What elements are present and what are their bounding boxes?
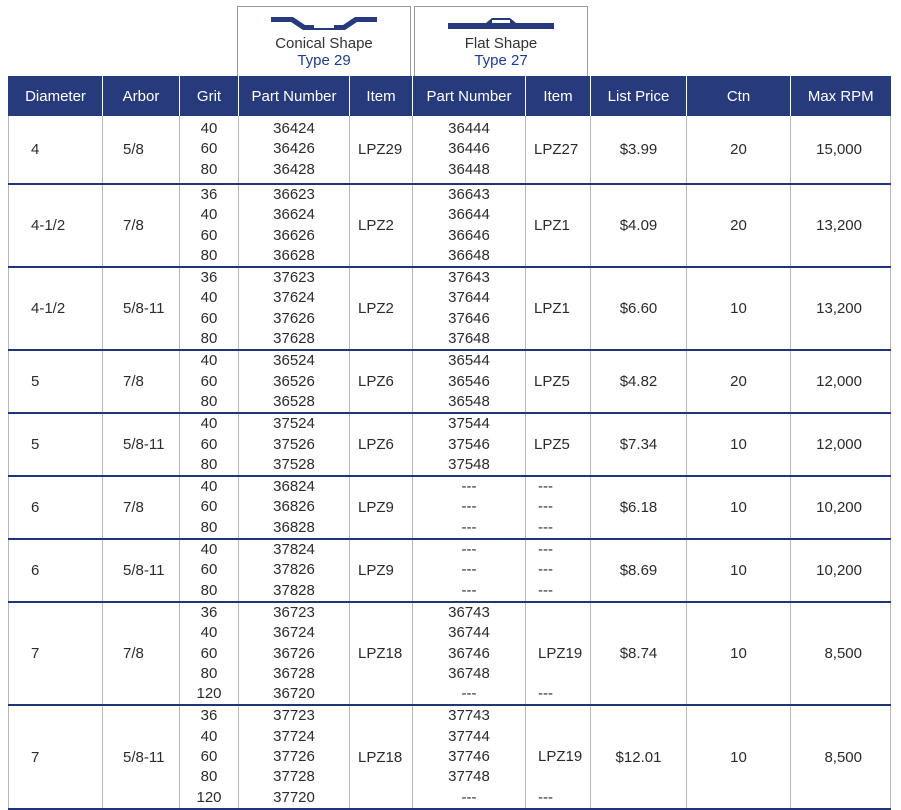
- price-table: [8, 76, 891, 810]
- grit-cell-line: 80: [200, 768, 218, 786]
- part-number-type27-cell-line: 36646: [448, 226, 490, 244]
- part-number-type29-cell-line: 37628: [273, 330, 315, 348]
- grit-cell-line: 60: [200, 372, 218, 390]
- flat-shape-type: Type 27: [474, 52, 528, 69]
- part-number-type27-cell-line: 36544: [448, 352, 490, 370]
- arbor-cell: 7/8: [103, 350, 180, 413]
- max-rpm-cell: 12,000: [791, 413, 891, 476]
- diameter-cell: 6: [9, 476, 103, 539]
- part-number-type29-cell-line: 37528: [273, 455, 315, 473]
- part-number-type29-cell-line: 37624: [273, 289, 315, 307]
- part-number-type27-cell-line: 36644: [448, 206, 490, 224]
- grit-cell: [180, 116, 239, 184]
- part-number-type29-cell-line: 37726: [273, 748, 315, 766]
- grit-cell-line: 80: [200, 581, 218, 599]
- list-price-cell: $6.60: [591, 267, 687, 350]
- part-number-type27-cell-line: 37748: [448, 768, 490, 786]
- part-number-type27-cell-line: 37644: [448, 289, 490, 307]
- col-header-arbor: Arbor: [103, 76, 180, 116]
- part-number-type29-cell-line: 36723: [273, 603, 315, 621]
- grit-cell: [180, 705, 239, 808]
- part-number-type29-cell-line: 36724: [273, 624, 315, 642]
- grit-cell-line: 40: [200, 352, 218, 370]
- flat-shape-header: [414, 6, 588, 76]
- part-number-type27-cell-line: 37548: [448, 455, 490, 473]
- col-header-list-price: List Price: [591, 76, 687, 116]
- part-number-type27-cell: [413, 350, 526, 413]
- part-number-type29-cell-line: 37524: [273, 415, 315, 433]
- table-row: [9, 184, 891, 267]
- list-price-cell: $7.34: [591, 413, 687, 476]
- col-header-part-number-type27: Part Number: [413, 76, 526, 116]
- part-number-type29-cell: [239, 350, 350, 413]
- part-number-type27-cell-line: 37546: [448, 435, 490, 453]
- part-number-type27-cell-line: ---: [461, 685, 477, 703]
- item-type27-cell-line: [538, 767, 590, 787]
- part-number-type29-cell-line: 37828: [273, 581, 315, 599]
- grit-cell-line: 60: [200, 498, 218, 516]
- part-number-type29-cell-line: 37720: [273, 788, 315, 806]
- grit-cell: [180, 350, 239, 413]
- grit-cell-line: 40: [200, 727, 218, 745]
- conical-shape-name: Conical Shape: [275, 35, 373, 52]
- part-number-type27-cell-line: 37544: [448, 415, 490, 433]
- item-type27-cell-line: LPZ19: [538, 748, 583, 766]
- grit-cell-line: 120: [196, 685, 222, 703]
- part-number-type27-cell-line: ---: [461, 541, 477, 559]
- grit-cell-line: 60: [200, 309, 218, 327]
- diameter-cell: 5: [9, 413, 103, 476]
- part-number-type27-cell: [413, 705, 526, 808]
- part-number-type29-cell-line: 37724: [273, 727, 315, 745]
- list-price-cell: $8.74: [591, 602, 687, 705]
- part-number-type27-cell-line: 36743: [448, 603, 490, 621]
- max-rpm-cell: 10,200: [791, 539, 891, 602]
- ctn-cell: 10: [687, 602, 791, 705]
- diameter-cell: 7: [9, 602, 103, 705]
- grit-cell-line: 36: [200, 269, 218, 287]
- part-number-type29-cell: [239, 476, 350, 539]
- part-number-type29-cell: [239, 184, 350, 267]
- col-header-diameter: Diameter: [9, 76, 103, 116]
- grit-cell-line: 60: [200, 435, 218, 453]
- part-number-type27-cell-line: ---: [461, 498, 477, 516]
- ctn-cell: 20: [687, 184, 791, 267]
- part-number-type27-cell: [413, 476, 526, 539]
- part-number-type29-cell-line: 36828: [273, 518, 315, 536]
- ctn-cell: 10: [687, 476, 791, 539]
- part-number-type29-cell-line: 36826: [273, 498, 315, 516]
- item-type29-cell: LPZ9: [350, 539, 413, 602]
- ctn-cell: 10: [687, 539, 791, 602]
- part-number-type27-cell-line: 36448: [448, 160, 490, 178]
- part-number-type27-cell-line: 36444: [448, 120, 490, 138]
- arbor-cell: 5/8-11: [103, 413, 180, 476]
- col-header-grit: Grit: [180, 76, 239, 116]
- item-type27-cell-line: LPZ19: [538, 644, 583, 662]
- ctn-cell: 20: [687, 350, 791, 413]
- part-number-type29-cell: [239, 602, 350, 705]
- part-number-type29-cell-line: 36524: [273, 352, 315, 370]
- grit-cell-line: 40: [200, 478, 218, 496]
- part-number-type29-cell-line: 37623: [273, 269, 315, 287]
- item-type27-cell-line: ---: [538, 541, 553, 559]
- part-number-type27-cell-line: 37648: [448, 330, 490, 348]
- part-number-type27-cell-line: ---: [461, 581, 477, 599]
- diameter-cell: 5: [9, 350, 103, 413]
- grit-cell-line: 36: [200, 707, 218, 725]
- flat-wheel-icon: [446, 13, 556, 31]
- table-row: [9, 116, 891, 184]
- max-rpm-cell: 8,500: [791, 705, 891, 808]
- item-type29-cell: LPZ2: [350, 267, 413, 350]
- item-type29-cell: LPZ2: [350, 184, 413, 267]
- max-rpm-cell: 13,200: [791, 184, 891, 267]
- part-number-type27-cell-line: 36546: [448, 372, 490, 390]
- col-header-item-type29: Item: [350, 76, 413, 116]
- part-number-type27-cell-line: ---: [461, 478, 477, 496]
- grit-cell: [180, 413, 239, 476]
- part-number-type29-cell-line: 37824: [273, 541, 315, 559]
- list-price-cell: $6.18: [591, 476, 687, 539]
- arbor-cell: 5/8: [103, 116, 180, 184]
- part-number-type27-cell-line: 37646: [448, 309, 490, 327]
- item-type27-cell: [526, 602, 591, 705]
- part-number-type29-cell-line: 36628: [273, 246, 315, 264]
- grit-cell-line: 80: [200, 392, 218, 410]
- conical-shape-type: Type 29: [297, 52, 351, 69]
- grit-cell-line: 80: [200, 518, 218, 536]
- col-header-ctn: Ctn: [687, 76, 791, 116]
- part-number-type27-cell: [413, 267, 526, 350]
- part-number-type29-cell-line: 36726: [273, 644, 315, 662]
- grit-cell-line: 80: [200, 246, 218, 264]
- grit-cell-line: 60: [200, 748, 218, 766]
- diameter-cell: 7: [9, 705, 103, 808]
- part-number-type29-cell-line: 37826: [273, 561, 315, 579]
- table-header-row: [9, 76, 891, 116]
- grit-cell: [180, 476, 239, 539]
- grit-cell: [180, 539, 239, 602]
- part-number-type29-cell-line: 37728: [273, 768, 315, 786]
- max-rpm-cell: 13,200: [791, 267, 891, 350]
- conical-shape-header: [237, 6, 411, 76]
- item-type27-cell-line: [538, 623, 590, 643]
- list-price-cell: $3.99: [591, 116, 687, 184]
- arbor-cell: 7/8: [103, 602, 180, 705]
- grit-cell-line: 80: [200, 664, 218, 682]
- item-type27-cell-line: [538, 664, 590, 684]
- part-number-type29-cell-line: 37526: [273, 435, 315, 453]
- part-number-type27-cell-line: 37643: [448, 269, 490, 287]
- part-number-type29-cell-line: 37723: [273, 707, 315, 725]
- part-number-type29-cell: [239, 116, 350, 184]
- grit-cell-line: 120: [196, 788, 222, 806]
- table-row: [9, 705, 891, 808]
- item-type27-cell-line: ---: [538, 478, 553, 496]
- grit-cell: [180, 184, 239, 267]
- part-number-type29-cell-line: 36720: [273, 685, 315, 703]
- item-type27-cell: [526, 539, 591, 602]
- part-number-type29-cell-line: 36426: [273, 140, 315, 158]
- grit-cell-line: 60: [200, 140, 218, 158]
- grit-cell-line: 36: [200, 186, 218, 203]
- diameter-cell: 4: [9, 116, 103, 184]
- part-number-type27-cell-line: 36748: [448, 664, 490, 682]
- item-type27-cell-line: ---: [538, 788, 553, 806]
- grit-cell-line: 40: [200, 624, 218, 642]
- grit-cell-line: 40: [200, 415, 218, 433]
- item-type27-cell-line: ---: [538, 518, 553, 536]
- grit-cell-line: 40: [200, 120, 218, 138]
- item-type27-cell: LPZ1: [526, 267, 591, 350]
- part-number-type27-cell-line: 36548: [448, 392, 490, 410]
- table-row: [9, 539, 891, 602]
- table-row: [9, 413, 891, 476]
- grit-cell-line: 80: [200, 455, 218, 473]
- item-type27-cell-line: ---: [538, 685, 553, 703]
- part-number-type27-cell-line: 37746: [448, 748, 490, 766]
- part-number-type27-cell: [413, 602, 526, 705]
- item-type29-cell: LPZ6: [350, 413, 413, 476]
- item-type27-cell: LPZ5: [526, 350, 591, 413]
- part-number-type29-cell-line: 36526: [273, 372, 315, 390]
- part-number-type29-cell-line: 36728: [273, 664, 315, 682]
- max-rpm-cell: 10,200: [791, 476, 891, 539]
- grit-cell: [180, 602, 239, 705]
- table-row: [9, 476, 891, 539]
- grit-cell-line: 40: [200, 206, 218, 224]
- part-number-type29-cell: [239, 267, 350, 350]
- item-type27-cell-line: ---: [538, 498, 553, 516]
- item-type27-cell: LPZ1: [526, 184, 591, 267]
- max-rpm-cell: 12,000: [791, 350, 891, 413]
- part-number-type29-cell-line: 37626: [273, 309, 315, 327]
- col-header-part-number-type29: Part Number: [239, 76, 350, 116]
- flat-shape-name: Flat Shape: [464, 35, 538, 52]
- list-price-cell: $4.09: [591, 184, 687, 267]
- part-number-type29-cell-line: 36528: [273, 392, 315, 410]
- max-rpm-cell: 15,000: [791, 116, 891, 184]
- grit-cell-line: 40: [200, 289, 218, 307]
- item-type29-cell: LPZ6: [350, 350, 413, 413]
- part-number-type27-cell-line: 36643: [448, 186, 490, 203]
- ctn-cell: 10: [687, 267, 791, 350]
- max-rpm-cell: 8,500: [791, 602, 891, 705]
- item-type27-cell: [526, 705, 591, 808]
- item-type27-cell: [526, 476, 591, 539]
- ctn-cell: 20: [687, 116, 791, 184]
- part-number-type29-cell-line: 36428: [273, 160, 315, 178]
- part-number-type27-cell: [413, 413, 526, 476]
- item-type27-cell-line: ---: [538, 581, 553, 599]
- diameter-cell: 6: [9, 539, 103, 602]
- item-type27-cell-line: [538, 603, 590, 623]
- item-type27-cell: LPZ5: [526, 413, 591, 476]
- item-type27-cell: LPZ27: [526, 116, 591, 184]
- item-type29-cell: LPZ18: [350, 705, 413, 808]
- grit-cell-line: 60: [200, 644, 218, 662]
- part-number-type27-cell-line: 36648: [448, 246, 490, 264]
- grit-cell-line: 60: [200, 226, 218, 244]
- grit-cell-line: 80: [200, 330, 218, 348]
- part-number-type29-cell-line: 36624: [273, 206, 315, 224]
- arbor-cell: 5/8-11: [103, 267, 180, 350]
- arbor-cell: 7/8: [103, 476, 180, 539]
- part-number-type29-cell: [239, 539, 350, 602]
- arbor-cell: 5/8-11: [103, 539, 180, 602]
- item-type29-cell: LPZ18: [350, 602, 413, 705]
- list-price-cell: $12.01: [591, 705, 687, 808]
- diameter-cell: 4-1/2: [9, 267, 103, 350]
- part-number-type27-cell-line: 37743: [448, 707, 490, 725]
- part-number-type27-cell: [413, 116, 526, 184]
- part-number-type27-cell-line: 37744: [448, 727, 490, 745]
- arbor-cell: 5/8-11: [103, 705, 180, 808]
- grit-cell-line: 40: [200, 541, 218, 559]
- conical-wheel-icon: [269, 13, 379, 31]
- part-number-type27-cell-line: ---: [461, 518, 477, 536]
- part-number-type27-cell-line: 36744: [448, 624, 490, 642]
- part-number-type29-cell-line: 36623: [273, 186, 315, 203]
- list-price-cell: $8.69: [591, 539, 687, 602]
- part-number-type27-cell: [413, 539, 526, 602]
- grit-cell-line: 80: [200, 160, 218, 178]
- ctn-cell: 10: [687, 413, 791, 476]
- arbor-cell: 7/8: [103, 184, 180, 267]
- list-price-cell: $4.82: [591, 350, 687, 413]
- grit-cell-line: 60: [200, 561, 218, 579]
- table-row: [9, 350, 891, 413]
- part-number-type29-cell-line: 36626: [273, 226, 315, 244]
- part-number-type29-cell-line: 36424: [273, 120, 315, 138]
- table-row: [9, 602, 891, 705]
- grit-cell-line: 36: [200, 603, 218, 621]
- col-header-item-type27: Item: [526, 76, 591, 116]
- table-row: [9, 267, 891, 350]
- item-type27-cell-line: [538, 727, 590, 747]
- item-type27-cell-line: ---: [538, 561, 553, 579]
- diameter-cell: 4-1/2: [9, 184, 103, 267]
- col-header-max-rpm: Max RPM: [791, 76, 891, 116]
- grit-cell: [180, 267, 239, 350]
- item-type29-cell: LPZ29: [350, 116, 413, 184]
- part-number-type27-cell-line: ---: [461, 788, 477, 806]
- part-number-type29-cell-line: 36824: [273, 478, 315, 496]
- ctn-cell: 10: [687, 705, 791, 808]
- part-number-type27-cell-line: ---: [461, 561, 477, 579]
- part-number-type29-cell: [239, 705, 350, 808]
- item-type29-cell: LPZ9: [350, 476, 413, 539]
- part-number-type27-cell-line: 36746: [448, 644, 490, 662]
- part-number-type27-cell: [413, 184, 526, 267]
- item-type27-cell-line: [538, 706, 590, 726]
- part-number-type29-cell: [239, 413, 350, 476]
- part-number-type27-cell-line: 36446: [448, 140, 490, 158]
